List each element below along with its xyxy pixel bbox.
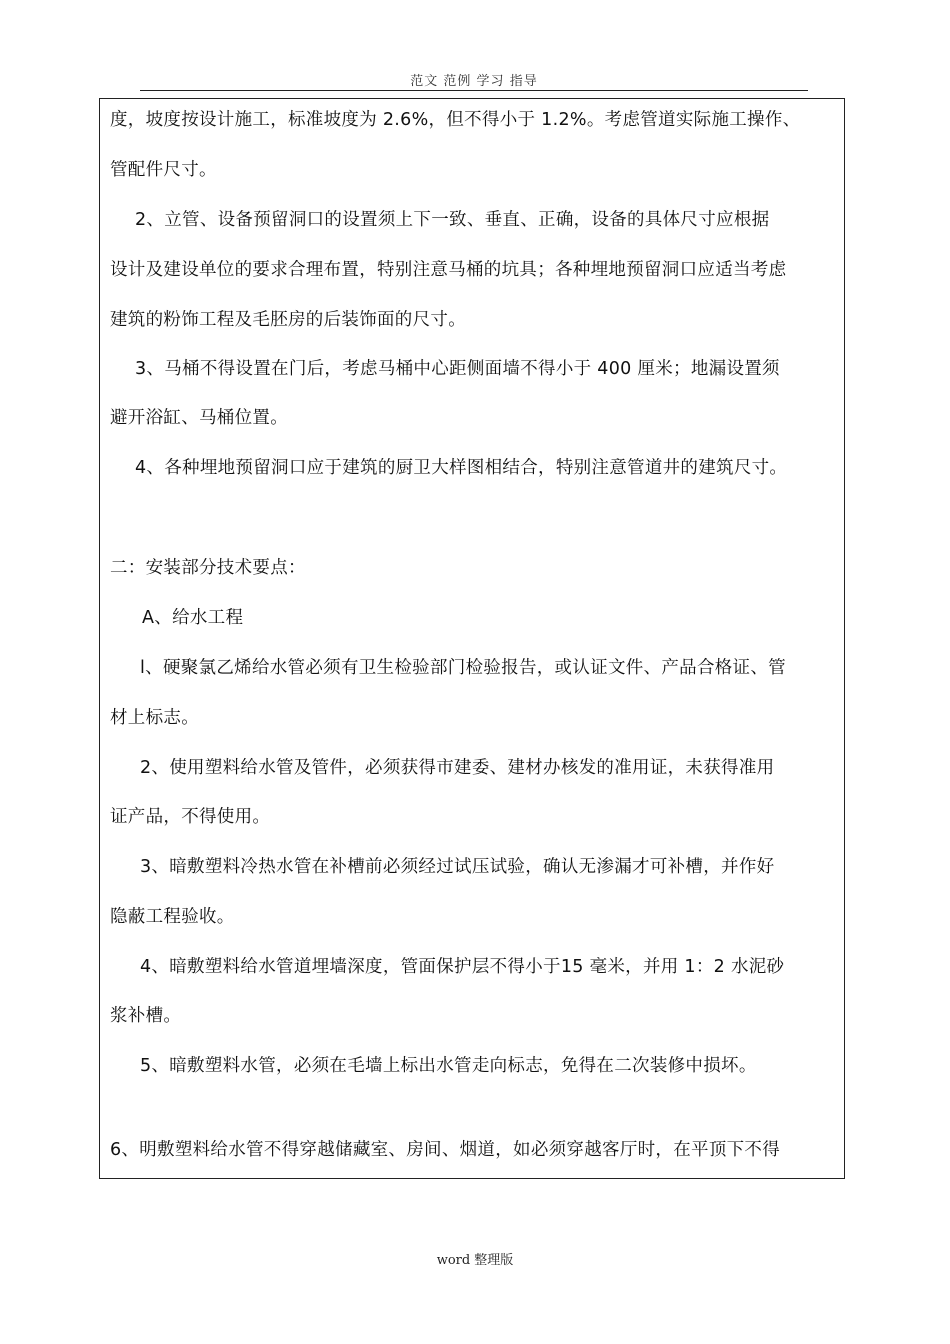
body-line: 度，坡度按设计施工，标准坡度为 2.6%，但不得小于 1.2%。考虑管道实际施工操作、 [110,110,801,130]
page-footer: word 整理版 [436,1253,514,1268]
body-line: 隐蔽工程验收。 [110,907,235,927]
body-line: 浆补槽。 [110,1006,182,1026]
body-line: 3、马桶不得设置在门后，考虑马桶中心距侧面墙不得小于 400 厘米；地漏设置须 [135,359,780,379]
body-line: 材上标志。 [110,708,199,728]
body-line: 5、暗敷塑料水管，必须在毛墙上标出水管走向标志，免得在二次装修中损坏。 [140,1056,757,1076]
subsection-heading: A、给水工程 [142,608,244,628]
body-line: 2、立管、设备预留洞口的设置须上下一致、垂直、正确，设备的具体尺寸应根据 [135,210,770,230]
section-heading: 二：安装部分技术要点： [110,558,306,578]
body-line: 4、各种埋地预留洞口应于建筑的厨卫大样图相结合，特别注意管道井的建筑尺寸。 [135,458,788,478]
page-header: 范文 范例 学习 指导 [140,70,808,91]
body-line: 避开浴缸、马桶位置。 [110,408,288,428]
body-line: 4、暗敷塑料给水管道埋墙深度，管面保护层不得小于15 毫米，并用 1：2 水泥砂 [140,957,785,977]
body-line: 建筑的粉饰工程及毛胚房的后装饰面的尺寸。 [110,310,466,330]
body-line: 3、暗敷塑料冷热水管在补槽前必须经过试压试验，确认无渗漏才可补槽，并作好 [140,857,775,877]
body-line: l、硬聚氯乙烯给水管必须有卫生检验部门检验报告，或认证文件、产品合格证、管 [140,658,786,678]
body-line: 6、明敷塑料给水管不得穿越储藏室、房间、烟道，如必须穿越客厅时，在平顶下不得 [110,1140,781,1160]
body-line: 2、使用塑料给水管及管件，必须获得市建委、建材办核发的准用证，未获得准用 [140,758,775,778]
body-line: 设计及建设单位的要求合理布置，特别注意马桶的坑具；各种埋地预留洞口应适当考虑 [110,260,787,280]
body-line: 管配件尺寸。 [110,160,217,180]
body-line: 证产品，不得使用。 [110,807,271,827]
